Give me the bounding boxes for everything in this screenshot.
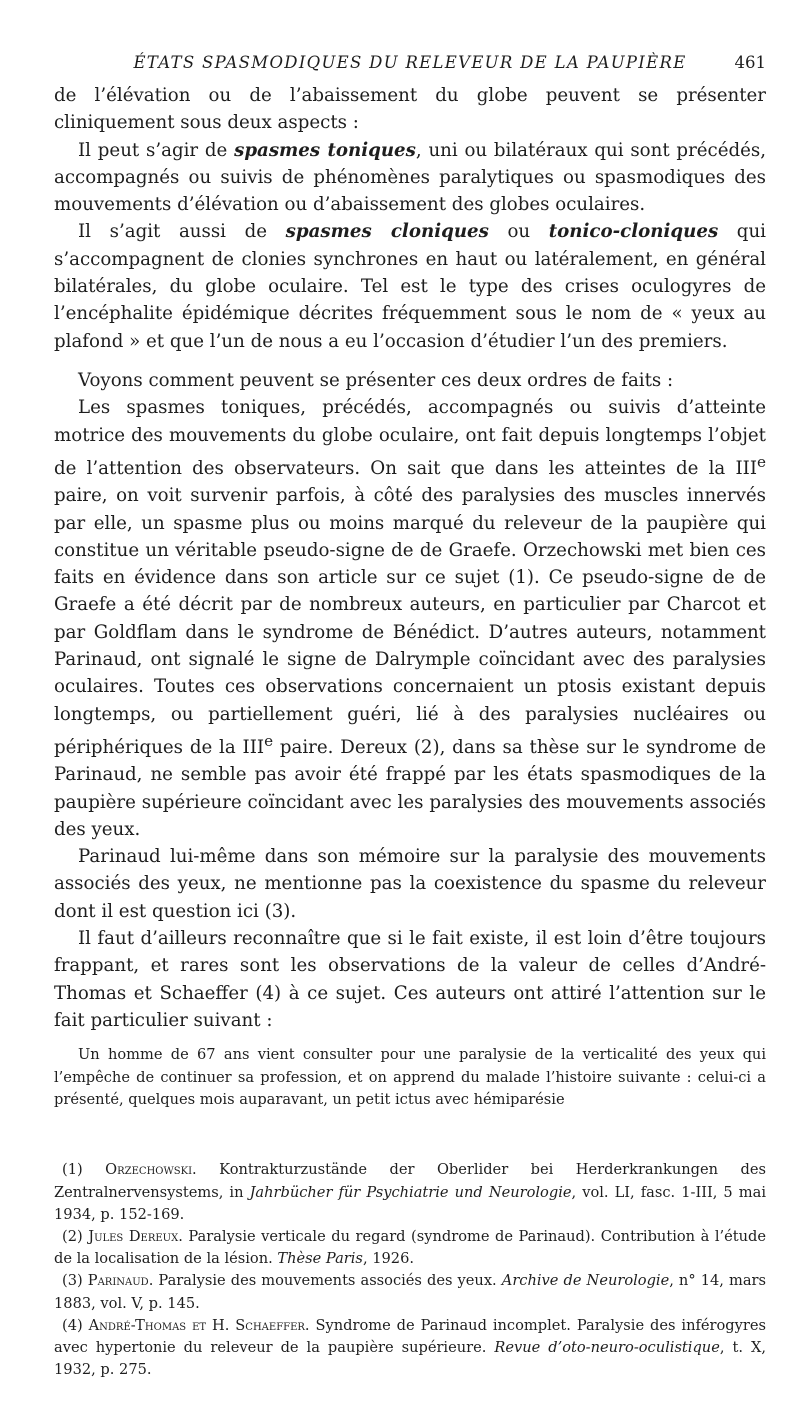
footnote-author: Parinaud (87, 1272, 149, 1290)
emphasis-spasmes-toniques: spasmes toniques (234, 139, 416, 161)
footnote-text: . Kontrakturzustände der Oberlider bei Herderkrankungen des Zentralnervensystems, in (54, 1161, 766, 1201)
paragraph-2 (54, 137, 766, 219)
paragraph-6-text: Parinaud lui-même dans son mémoire sur la paralysie des mouvements associés des yeux, ne mentionne pas la coexistence du spasme du releveur dont il est question ici (3). (54, 846, 766, 922)
paragraph-3-conj: ou (488, 221, 549, 243)
emphasis-tonico-cloniques: tonico-cloniques (548, 221, 719, 243)
footnote-1 (54, 1159, 766, 1226)
paragraph-6 (54, 843, 766, 925)
footnote-text: , t. X, 1932, p. 275. (54, 1339, 766, 1379)
body-text (54, 82, 766, 1034)
paragraph-2-text: Il peut s’agir de (78, 139, 235, 161)
footnotes (54, 1159, 766, 1381)
footnote-journal: Revue d’oto-neuro-oculistique (494, 1339, 720, 1357)
footnote-text: . Paralysie verticale du regard (syndrome de Parinaud). Contribution à l’étude de la localisation de la lésion. (54, 1228, 766, 1268)
paragraph-3 (54, 218, 766, 354)
paragraph-3-text-cont: qui s’accompagnent de clonies synchrones en haut ou latéralement, en général bilatérales, du globe oculaire. Tel est le type des crises oculogyres de l’encéphalite épidémique décrites fréquemment sous le nom de « yeux au plafond » et que l’un de nous a eu l’occasion d’étudier l’un des premiers. (54, 221, 766, 352)
superscript: e (264, 731, 274, 750)
footnote-journal: Archive de Neurologie (501, 1272, 670, 1290)
footnote-text: , vol. LI, fasc. 1-III, 5 mai 1934, p. 152-169. (54, 1183, 766, 1223)
footnote-text: , n° 14, mars 1883, vol. V, p. 145. (54, 1272, 766, 1312)
paragraph-1-text: de l’élévation ou de l’abaissement du globe peuvent se présenter cliniquement sous deux aspects : (54, 85, 766, 134)
footnote-author: André-Thomas et H. Schaeffer (88, 1316, 305, 1334)
footnote-number: (2) (62, 1228, 89, 1246)
paragraph-5-text-cont: paire, on voit survenir parfois, à côté des paralysies des muscles innervés par elle, un spasme plus ou moins marqué du releveur de la paupière qui constitue un véritable pseudo-signe de de Graefe. Orzechowski met bien ces faits en évidence dans son article sur ce sujet (1). Ce pseudo-signe de de Graefe a été décrit par de nombreux auteurs, en particulier par Charcot et par Goldflam dans le syndrome de Bénédict. D’autres auteurs, notamment Parinaud, ont signalé le signe de Dalrymple coïncidant avec des paralysies oculaires. Toutes ces observations concernaient un ptosis existant depuis longtemps, ou partiellement guéri, lié à des paralysies nucléaires ou périphériques de la III (54, 485, 766, 758)
footnote-text: . Syndrome de Parinaud incomplet. Paralysie des inférogyres avec hypertonie du releveur de la paupière supérieure. (54, 1316, 766, 1357)
paragraph-7-text: Il faut d’ailleurs reconnaître que si le fait existe, il est loin d’être toujours frappant, et rares sont les observations de la valeur de celles d’André-Thomas et Schaeffer (4) à ce sujet. Ces auteurs ont attiré l’attention sur le fait particulier suivant : (54, 928, 766, 1031)
paragraph-1 (54, 82, 766, 137)
footnote-number: (1) (62, 1161, 106, 1179)
footnote-thesis: Thèse Paris (277, 1250, 363, 1268)
footnote-2 (54, 1226, 766, 1270)
paragraph-2-text-cont: , uni ou bilatéraux qui sont précédés, accompagnés ou suivis de phénomènes paralytiques ou spasmodiques des mouvements d’élévation ou d’abaissement des globes oculaires. (54, 139, 766, 216)
footnote-4 (54, 1315, 766, 1382)
paragraph-7 (54, 925, 766, 1034)
footnote-3 (54, 1270, 766, 1314)
paragraph-4-text: Voyons comment peuvent se présenter ces deux ordres de faits : (78, 369, 674, 391)
footnote-author: Jules Dereux (88, 1228, 179, 1246)
footnote-journal: Jahrbücher für Psychiatrie und Neurologie (249, 1183, 572, 1201)
footnote-text: , 1926. (362, 1250, 414, 1268)
superscript: e (757, 452, 766, 471)
running-head (54, 48, 766, 78)
footnote-number: (4) (62, 1316, 89, 1334)
paragraph-5 (54, 394, 766, 843)
paragraph-3-text: Il s’agit aussi de (78, 221, 286, 243)
paragraph-4 (54, 367, 766, 394)
footnote-text: . Paralysie des mouvements associés des yeux. (148, 1272, 502, 1290)
paragraph-5-text-end: paire. Dereux (2), dans sa thèse sur le syndrome de Parinaud, ne semble pas avoir été frappé par les états spasmodiques de la paupière supérieure coïncidant avec les paralysies des mouvements associés des yeux. (54, 736, 767, 840)
emphasis-spasmes-cloniques: spasmes cloniques (285, 221, 489, 243)
footnote-number: (3) (62, 1272, 88, 1290)
page-number: 461 (734, 53, 766, 72)
paragraph-5-text: Les spasmes toniques, précédés, accompagnés ou suivis d’atteinte motrice des mouvements du globe oculaire, ont fait depuis longtemps l’objet de l’attention des observateurs. On sait que dans les atteintes de la III (54, 397, 766, 479)
page (54, 48, 766, 1381)
footnote-author: Orzechowski (105, 1161, 193, 1179)
case-report: Un homme de 67 ans vient consulter pour une paralysie de la verticalité des yeux qui l’empêche de continuer sa profession, et on apprend du malade l’histoire suivante : celui-ci a présenté, quelques mois auparavant, un petit ictus avec hémiparésie (54, 1046, 766, 1109)
running-title: ÉTATS SPASMODIQUES DU RELEVEUR DE LA PAUPIÈRE (133, 53, 687, 72)
